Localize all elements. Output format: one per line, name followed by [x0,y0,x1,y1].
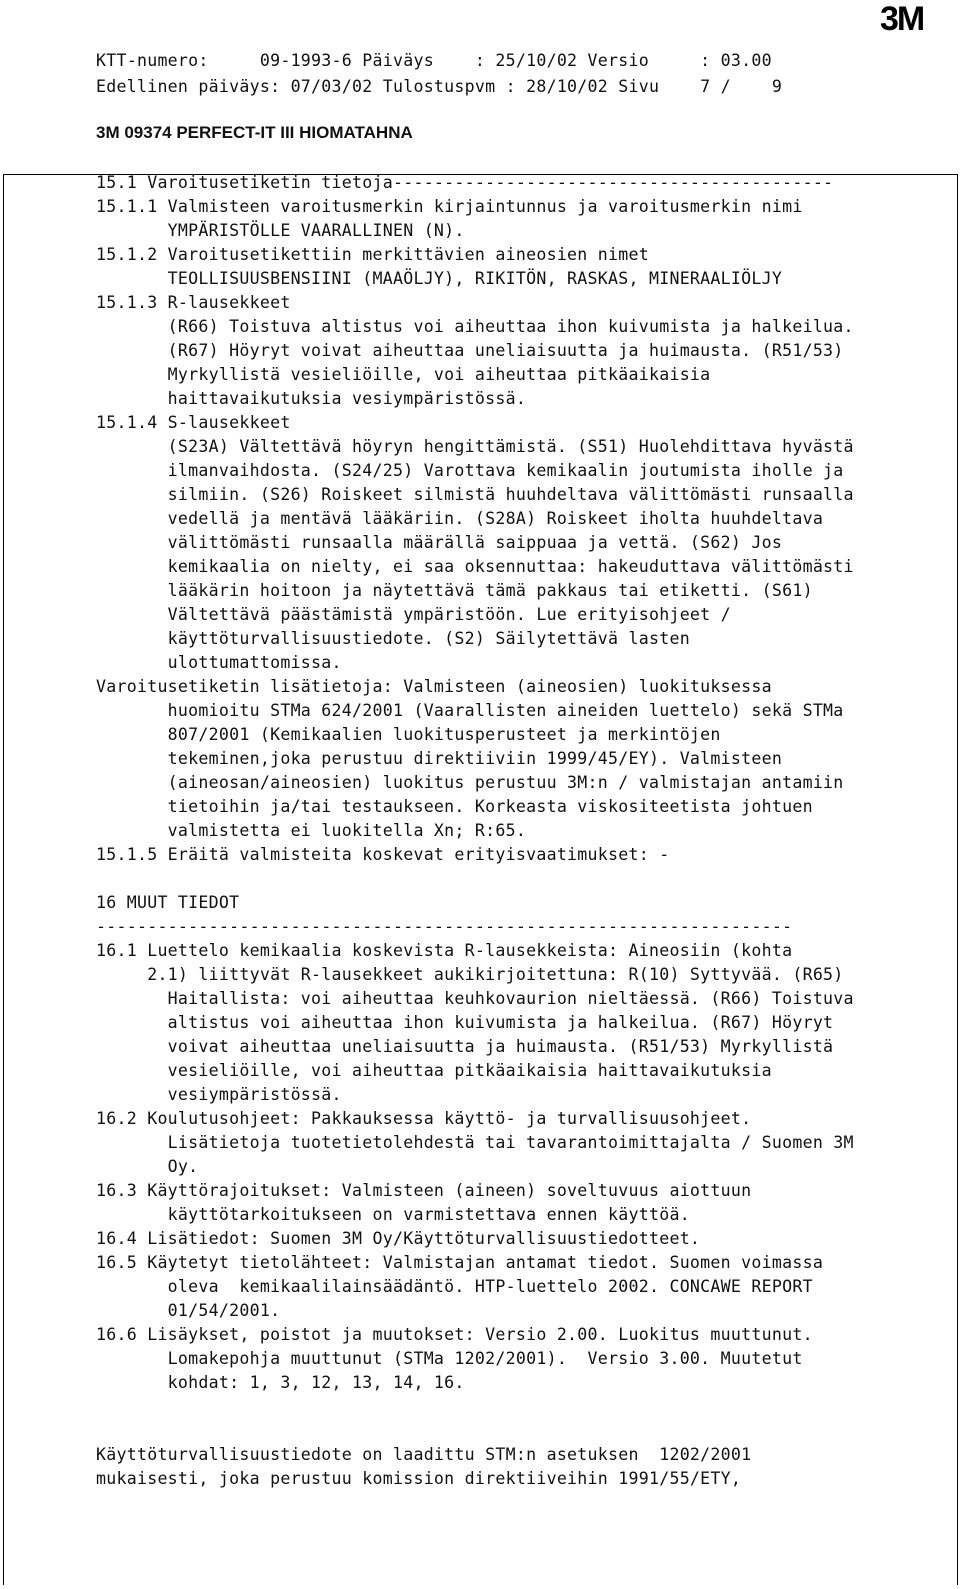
document-line: välittömästi runsaalla määrällä saippuaa ja vettä. (S62) Jos [96,533,783,552]
document-line: TEOLLISUUSBENSIINI (MAAÖLJY), RIKITÖN, RASKAS, MINERAALIÖLJY [96,269,783,288]
document-line: 16.6 Lisäykset, poistot ja muutokset: Versio 2.00. Luokitus muuttunut. [96,1325,813,1344]
document-line: 15.1.4 S-lausekkeet [96,413,291,432]
document-line: Lisätietoja tuotetietolehdestä tai tavarantoimittajalta / Suomen 3M [96,1133,854,1152]
document-line: 15.1.1 Valmisteen varoitusmerkin kirjaintunnus ja varoitusmerkin nimi [96,197,803,216]
document-line: 15.1.5 Eräitä valmisteita koskevat erityisvaatimukset: - [96,845,670,864]
document-line: huomioitu STMa 624/2001 (Vaarallisten aineiden luettelo) sekä STMa [96,701,844,720]
document-line: ulottumattomissa. [96,653,342,672]
document-line: ilmanvaihdosta. (S24/25) Varottava kemikaalin joutumista iholle ja [96,461,844,480]
document-line: kohdat: 1, 3, 12, 13, 14, 16. [96,1373,465,1392]
document-line: -------------------------------------------------------------------- [96,917,793,936]
document-line: 16.5 Käytetyt tietolähteet: Valmistajan antamat tiedot. Suomen voimassa [96,1253,824,1272]
document-line: käyttötarkoitukseen on varmistettava ennen käyttöä. [96,1205,690,1224]
document-line: 16.1 Luettelo kemikaalia koskevista R-lausekkeista: Aineosiin (kohta [96,941,793,960]
document-line: haittavaikutuksia vesiympäristössä. [96,389,527,408]
document-line: lääkärin hoitoon ja näytettävä tämä pakkaus tai etiketti. (S61) [96,581,813,600]
document-line: 15.1.3 R-lausekkeet [96,293,291,312]
document-line: vedellä ja mentävä lääkäriin. (S28A) Roiskeet iholta huuhdeltava [96,509,824,528]
document-line: YMPÄRISTÖLLE VAARALLINEN (N). [96,221,465,240]
document-line: Varoitusetiketin lisätietoja: Valmisteen (aineosien) luokituksessa [96,677,772,696]
document-line: tietoihin ja/tai testaukseen. Korkeasta viskositeetista johtuen [96,797,813,816]
document-line: käyttöturvallisuustiedote. (S2) Säilytettävä lasten [96,629,690,648]
document-line: 16.3 Käyttörajoitukset: Valmisteen (aineen) soveltuvuus aiottuun [96,1181,752,1200]
document-line: (S23A) Vältettävä höyryn hengittämistä. (S51) Huolehdittava hyvästä [96,437,854,456]
document-line: Haitallista: voi aiheuttaa keuhkovaurion nieltäessä. (R66) Toistuva [96,989,854,1008]
3m-logo: 3M [880,0,924,38]
document-line: mukaisesti, joka perustuu komission direktiiveihin 1991/55/ETY, [96,1469,742,1488]
document-line: 16 MUUT TIEDOT [96,893,240,912]
document-line: 16.2 Koulutusohjeet: Pakkauksessa käyttö- ja turvallisuusohjeet. [96,1109,752,1128]
document-line: voivat aiheuttaa uneliaisuutta ja huimausta. (R51/53) Myrkyllistä [96,1037,834,1056]
document-line: (R67) Höyryt voivat aiheuttaa uneliaisuutta ja huimausta. (R51/53) [96,341,844,360]
product-title: 3M 09374 PERFECT-IT III HIOMATAHNA [96,123,413,142]
document-line: Oy. [96,1157,199,1176]
document-line: 2.1) liittyvät R-lausekkeet aukikirjoitettuna: R(10) Syttyvää. (R65) [96,965,844,984]
document-line: (aineosan/aineosien) luokitus perustuu 3M:n / valmistajan antamiin [96,773,844,792]
header-line-2: Edellinen päiväys: 07/03/02 Tulostuspvm : 28/10/02 Sivu 7 / 9 [96,77,783,96]
header-line-1: KTT-numero: 09-1993-6 Päiväys : 25/10/02 Versio : 03.00 [96,51,772,70]
document-line: 01/54/2001. [96,1301,281,1320]
document-line: Käyttöturvallisuustiedote on laadittu STM:n asetuksen 1202/2001 [96,1445,752,1464]
document-line: valmistetta ei luokitella Xn; R:65. [96,821,527,840]
document-line: Lomakepohja muuttunut (STMa 1202/2001). Versio 3.00. Muutetut [96,1349,803,1368]
document-line: vesieliöille, voi aiheuttaa pitkäaikaisia haittavaikutuksia [96,1061,772,1080]
document-line: 15.1 Varoitusetiketin tietoja------------------------------------------- [96,173,834,192]
document-line: vesiympäristössä. [96,1085,342,1104]
document-line: silmiin. (S26) Roiskeet silmistä huuhdeltava välittömästi runsaalla [96,485,854,504]
document-line: 16.4 Lisätiedot: Suomen 3M Oy/Käyttöturvallisuustiedotteet. [96,1229,701,1248]
document-line: 807/2001 (Kemikaalien luokitusperusteet ja merkintöjen [96,725,721,744]
document-line: oleva kemikaalilainsäädäntö. HTP-luettelo 2002. CONCAWE REPORT [96,1277,813,1296]
document-line: kemikaalia on nielty, ei saa oksennuttaa: hakeuduttava välittömästi [96,557,854,576]
document-line: tekeminen,joka perustuu direktiiviin 1999/45/EY). Valmisteen [96,749,783,768]
document-line: (R66) Toistuva altistus voi aiheuttaa ihon kuivumista ja halkeilua. [96,317,854,336]
document-line: Myrkyllistä vesieliöille, voi aiheuttaa pitkäaikaisia [96,365,711,384]
document-line: altistus voi aiheuttaa ihon kuivumista ja halkeilua. (R67) Höyryt [96,1013,834,1032]
document-line: 15.1.2 Varoitusetikettiin merkittävien aineosien nimet [96,245,649,264]
document-line: Vältettävä päästämistä ympäristöön. Lue erityisohjeet / [96,605,731,624]
